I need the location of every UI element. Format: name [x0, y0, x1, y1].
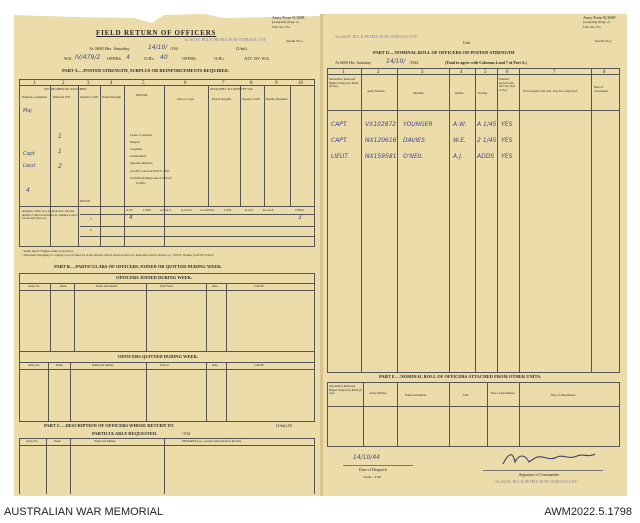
unit-stamp: 1st AUST. BULK PETROLEUM STORAGE COY — [184, 37, 267, 42]
hw-posted-1: 1 — [58, 133, 62, 140]
detail-civil: CIVIL. — [224, 208, 233, 212]
form-ref-4: (Serial No.) — [286, 39, 303, 43]
joined-col-6: CAUSE. — [254, 284, 265, 288]
we-handwritten: IV/479/2 — [75, 54, 101, 61]
r-hdr-rank: Substantive Rank and Higher Temporary Rank (if any) — [329, 77, 359, 89]
col-num-2: 2 — [62, 81, 65, 86]
row-1-present: YES — [501, 121, 513, 128]
detail-item-1: Lieut.-Colonels — [130, 133, 152, 137]
hdr-surplus-2: Surplus to W.E. — [242, 97, 261, 101]
detail-item-5: Quarter-masters — [130, 161, 153, 165]
signature-unit: 1st AUST. BULK PETROLEUM STORAGE COY — [495, 479, 578, 484]
analysis-num-1: 5 — [90, 217, 92, 221]
commander-signature — [499, 448, 599, 470]
detail-item-2: Majors — [130, 140, 140, 144]
r-hdr-attachment: Date of Attachment. — [594, 85, 609, 93]
detail-aif: A.I.F. — [126, 208, 133, 212]
date-handwritten: 14/10/ — [148, 44, 168, 51]
form-ref-3: Unit Ser. No. — [272, 25, 291, 29]
part-a-heading: PART A.—POSTED STRENGTH, SURPLUS OR REINFORCEMENTS REQUIRED. — [62, 68, 229, 73]
joined-col-4: Unit From. — [160, 284, 174, 288]
r-total-note: (Total to agree with Columns 4 and 7 of Part A.) — [445, 60, 527, 65]
quitted-heading: OFFICERS QUITTED DURING WEEK. — [118, 354, 199, 359]
hdr-surplus: Surplus to W.E. — [80, 95, 99, 99]
r-year: /1944 — [409, 60, 419, 65]
part-c-col-3: Name and Initials. — [94, 439, 117, 443]
row-1-initials: A.W. — [453, 121, 467, 128]
quitted-col-4: Unit To. — [160, 363, 170, 367]
hw-posted-3: 2 — [58, 163, 62, 170]
joined-col-3: Name and Initials. — [96, 284, 119, 288]
quitted-col-1: Army No. — [28, 363, 41, 367]
note-1: * Insert detail of higher ranks as necessary. — [22, 249, 74, 253]
joined-col-2: Rank. — [60, 284, 68, 288]
offrs-label: OFFRS. — [107, 56, 122, 61]
row-3-initials: A.J. — [453, 153, 463, 160]
part-c-unit: (Unit) IS — [276, 423, 293, 428]
detail-total: TOTAL — [295, 208, 305, 212]
part-c-col-1: Army No. — [26, 439, 39, 443]
hdr-deficient: Deficient W.E. — [53, 95, 71, 99]
detail-item-4: Lieutenants — [130, 154, 147, 158]
col-num-7: 7 — [222, 81, 225, 86]
we-label: W.E. — [64, 56, 73, 61]
despatch-label: Date of Despatch — [359, 467, 387, 472]
r-col-num-8: 8 — [603, 70, 606, 75]
ors-handwritten: 40 — [160, 54, 168, 61]
col-num-6: 6 — [184, 81, 187, 86]
joined-col-5: Date. — [212, 284, 219, 288]
signature-label: Signature of Commander — [519, 472, 560, 477]
col-num-10: 10 — [298, 81, 303, 86]
row-2-present: YES — [501, 137, 513, 144]
joined-heading: OFFICERS JOINED DURING WEEK. — [116, 275, 193, 280]
note-2: † Personnel belonging to a category not provided for in the analysis will be shown in this Col. Particulars will be shown, e.g., W.N.E. Women (A.N.S.E. Police) — [22, 253, 214, 257]
row-1-rank: CAPT. — [331, 121, 348, 128]
e-hdr-unit: Unit. — [463, 393, 470, 397]
col-num-9: 9 — [275, 81, 278, 86]
part-c-col-2: Rank. — [54, 439, 62, 443]
offrs-handwritten: 4 — [126, 54, 130, 61]
r-hdr-initials: Initials. — [455, 91, 465, 95]
hw-rank-2: Capt — [23, 151, 35, 157]
document-title: FIELD RETURN OF OFFICERS — [96, 29, 217, 37]
row-3-present: YES — [501, 153, 513, 160]
row-3-posting: ADDS — [477, 153, 495, 160]
r-form-ref-2: (Adapted) (Page 2) — [583, 20, 610, 24]
r-col-num-2: 2 — [377, 70, 380, 75]
hw-rank-3: Lieut — [23, 163, 36, 169]
part-c-heading-2: PARTICULARLY REQUESTED. — [92, 431, 158, 436]
hdr-regimental: W.E. REGIMENTAL ATTACHED. — [44, 87, 87, 91]
row-1-posting: A 1/45 — [477, 121, 497, 128]
ors-label-2: O.R's — [214, 56, 224, 61]
row-2-initials: W.E. — [453, 137, 467, 144]
part-b-heading: PART B.—PARTICULARS OF OFFICERS JOINED OR QUITTED DURING WEEK. — [54, 264, 222, 269]
row-2-surname: DAVIES — [403, 137, 425, 144]
despatch-date: 14/10/44 — [353, 454, 380, 461]
detail-ran: R.A.N. — [245, 208, 254, 212]
hdr-posted-2: Posted Strength. — [212, 97, 232, 101]
r-col-num-3: 3 — [421, 70, 424, 75]
row-2-rank: CAPT. — [331, 137, 348, 144]
r-col-num-6: 6 — [506, 70, 509, 75]
col-num-3: 3 — [87, 81, 90, 86]
detail-cmf: C.M.F. — [143, 208, 152, 212]
detail-item-7: Civilians (holding rank of Officer) — [130, 176, 172, 180]
detail-item-8: as Offrs. — [136, 181, 147, 185]
line-at: At 0600 Hrs. Saturday — [89, 46, 130, 51]
quitted-col-5: Date. — [212, 363, 219, 367]
year: /194 — [170, 46, 179, 51]
e-hdr-detachment: Date of Detachment. — [551, 393, 576, 397]
unit-label: (Unit) — [236, 46, 247, 51]
left-page — [14, 14, 321, 496]
analysis-num-2: 6 — [90, 228, 92, 232]
part-c-heading: PART C.—DESCRIPTION OF OFFICERS WHOSE RETURN TO — [44, 423, 174, 428]
r-unit-label: Unit — [463, 40, 471, 45]
ors-label: O.R's — [144, 56, 154, 61]
part-e-heading: PART E.—NOMINAL ROLL OF OFFICERS ATTACHED FROM OTHER UNITS. — [379, 374, 542, 379]
r-line-at: At 0600 Hrs. Saturday — [335, 60, 371, 65]
quitted-col-3: Name and Initials. — [92, 363, 115, 367]
row-1-surname: YOUNGER — [403, 121, 433, 128]
e-hdr-rank: Substantive Rank and Higher Temporary Rank (if any) — [329, 384, 362, 396]
r-form-ref-4: (Serial No.) — [595, 39, 612, 43]
hdr-reinfts: Reinfts. Required. — [266, 97, 288, 101]
quitted-col-2: Rank. — [56, 363, 64, 367]
footer-institution: AUSTRALIAN WAR MEMORIAL — [4, 506, 164, 518]
r-col-num-5: 5 — [484, 70, 487, 75]
hw-rank-1: Maj — [23, 108, 32, 114]
hdr-rank: Rank/Ap- pointment — [22, 95, 47, 99]
detail-item-3: Captains — [130, 147, 143, 151]
hdr-detail: DETAIL — [136, 93, 149, 97]
detail-row-label: DETAIL — [80, 199, 91, 203]
offrs-label-2: OFFRS. — [182, 56, 197, 61]
r-form-ref-1: Army Form W.3008 — [583, 15, 616, 20]
quitted-col-6: CAUSE. — [254, 363, 265, 367]
detail-awas: A.W.A.S. — [160, 208, 172, 212]
part-c-year: /194 — [182, 431, 191, 436]
detail-aans: A.A.N.S. — [181, 208, 193, 212]
r-unit-stamp: 1st AUST. BULK PETROLEUM STORAGE COY — [335, 34, 418, 39]
col-num-1: 1 — [33, 81, 36, 86]
r-form-ref-3: Unit Ser. No. — [583, 25, 602, 29]
row-2-posting: 2 1/45 — [477, 137, 497, 144]
row-3-rank: LIEUT. — [331, 153, 350, 160]
footer-accession: AWM2022.5.1798 — [544, 506, 632, 518]
detail-raaf: R.A.A.F. — [263, 208, 274, 212]
r-col-num-4: 4 — [460, 70, 463, 75]
hw-total: 4 — [26, 187, 30, 194]
part-d-heading: PART D.—NOMINAL ROLL OF OFFICERS ON POSTED STRENGTH — [373, 50, 515, 55]
r-hdr-present: Whether present with the Unit (Yes or No) — [499, 77, 515, 92]
att-label: ATT. BY W.E. — [244, 56, 271, 61]
row-1-number: VX102872 — [365, 121, 397, 128]
e-hdr-name: Name and Initials. — [405, 393, 428, 397]
total-hw: 3 — [298, 214, 302, 221]
form-ref-1: Army Form W.3008 — [272, 15, 305, 20]
detail-aamws: A.A.M.W.S. — [200, 208, 215, 212]
part-c-col-4: REMARKS (e.g., present whereabouts if known). — [182, 439, 242, 443]
row-3-surname: O'NEIL — [403, 153, 423, 160]
form-ref-2: (Adapted) (Page 1) — [272, 20, 299, 24]
hdr-arm: Arm or Corps. — [177, 97, 195, 101]
right-page — [323, 14, 627, 496]
hdr-posted: Posted Strength — [102, 95, 121, 99]
r-col-num-7: 7 — [553, 70, 556, 75]
printer-mark: Trade—Y.48 — [363, 475, 381, 479]
r-hdr-surname: Surname. — [413, 91, 425, 95]
r-date-handwritten: 14/10/ — [386, 58, 406, 65]
hdr-attached: ATTACHED: ALLOWED BY W.E. — [210, 87, 254, 91]
joined-col-1: Army No. — [28, 284, 41, 288]
col-num-5: 5 — [142, 81, 145, 86]
e-hdr-number: Army Number. — [369, 391, 388, 395]
detail-hw: 4 — [129, 214, 133, 221]
e-hdr-attachment: Date of Attachment. — [491, 391, 516, 395]
col-num-4: 4 — [110, 81, 113, 86]
analysis-note: Analysis of Part A to be made here with the details of officers included in columns 4 and 5 for the unit (Part A.) — [22, 209, 78, 221]
detail-item-6: A.A.M.S. and A.A.M.W.S. Offrs — [130, 169, 170, 173]
col-num-8: 8 — [250, 81, 253, 86]
row-2-number: NX120616 — [365, 137, 397, 144]
r-col-num-1: 1 — [342, 70, 345, 75]
r-hdr-posting: Posting. — [478, 91, 488, 95]
row-3-number: NX159581 — [365, 153, 397, 160]
hw-posted-2: 1 — [58, 148, 62, 155]
r-hdr-employed: If not present with Unit, state how employed. — [523, 89, 578, 93]
r-hdr-number: Army Number. — [367, 89, 386, 93]
